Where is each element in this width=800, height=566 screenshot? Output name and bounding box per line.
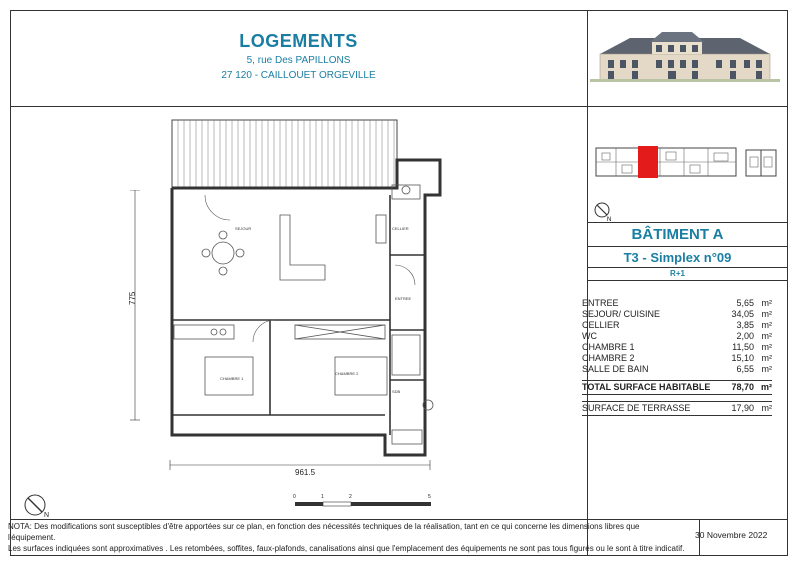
scale-bar	[290, 500, 440, 514]
divider-unit	[587, 267, 788, 268]
terrace-value: 17,90	[731, 403, 754, 413]
divider-level	[587, 280, 788, 281]
total-value: 78,70	[731, 382, 754, 392]
unit-highlight	[638, 146, 658, 178]
scale-label-1: 1	[321, 494, 324, 500]
divider-bat-top	[587, 222, 788, 223]
terrace-label: SURFACE DE TERRASSE	[582, 403, 691, 413]
divider-right	[587, 11, 588, 555]
scale-label-0: 0	[293, 494, 296, 500]
building-name: BÂTIMENT A	[631, 226, 724, 243]
footer-note	[8, 521, 688, 554]
svg-text:N: N	[607, 217, 612, 222]
divider-footer	[11, 519, 787, 520]
key-plan	[594, 143, 779, 183]
dimension-height: 775	[128, 291, 137, 305]
surface-row: CHAMBRE 2 15,10 m²	[582, 353, 772, 363]
surface-row: CELLIER 3,85 m²	[582, 320, 772, 330]
terrace-row: SURFACE DE TERRASSE 17,90 m²	[582, 401, 772, 416]
north-arrow-small-icon	[592, 200, 614, 222]
svg-text:ENTREE: ENTREE	[395, 296, 412, 301]
terrace	[172, 120, 397, 188]
unit-level: R+1	[670, 269, 685, 278]
address-city: 27 120 - CAILLOUET ORGEVILLE	[221, 70, 376, 81]
total-label: TOTAL SURFACE HABITABLE	[582, 382, 711, 392]
svg-text:CHAMBRE 2: CHAMBRE 2	[335, 371, 359, 376]
page-title: LOGEMENTS	[239, 31, 358, 51]
north-label: N	[44, 512, 50, 519]
surface-table	[582, 298, 772, 375]
footer-note-line1: NOTA: Des modifications sont susceptibles d'être apportées sur ce plan, en fonction des nécessités techniques de la réalisation, tant en ce qui concerne les dimensions libres que l'équipement.	[8, 522, 640, 542]
surface-row: SALLE DE BAIN 6,55 m²	[582, 364, 772, 374]
svg-text:SDB: SDB	[392, 389, 401, 394]
surface-row: SEJOUR/ CUISINE 34,05 m²	[582, 309, 772, 319]
building-facade-image	[590, 24, 780, 84]
svg-text:CELLIER: CELLIER	[392, 226, 409, 231]
footer-note-line2: Les surfaces indiquées sont approximatives . Les retombées, soffites, faux-plafonds, canalisations ainsi que l'emplacement des équipements ne sont pas tous figurés ou le sont à titre indicatif.	[8, 544, 685, 553]
dimension-lines	[125, 190, 455, 480]
svg-text:SEJOUR: SEJOUR	[235, 226, 252, 231]
divider-header	[11, 106, 787, 107]
footer-date: 30 Novembre 2022	[695, 530, 768, 540]
surface-row: WC 2,00 m²	[582, 331, 772, 341]
surface-row: CHAMBRE 1 11,50 m²	[582, 342, 772, 352]
dimension-width: 961.5	[295, 468, 316, 477]
scale-label-2: 2	[349, 494, 352, 500]
svg-text:CHAMBRE 1: CHAMBRE 1	[220, 376, 244, 381]
total-row: TOTAL SURFACE HABITABLE 78,70 m²	[582, 380, 772, 395]
scale-label-5: 5	[428, 494, 431, 500]
address-street: 5, rue Des PAPILLONS	[246, 55, 351, 66]
unit-name: T3 - Simplex n°09	[623, 250, 732, 265]
surface-row: ENTREE 5,65 m²	[582, 298, 772, 308]
divider-bat	[587, 246, 788, 247]
